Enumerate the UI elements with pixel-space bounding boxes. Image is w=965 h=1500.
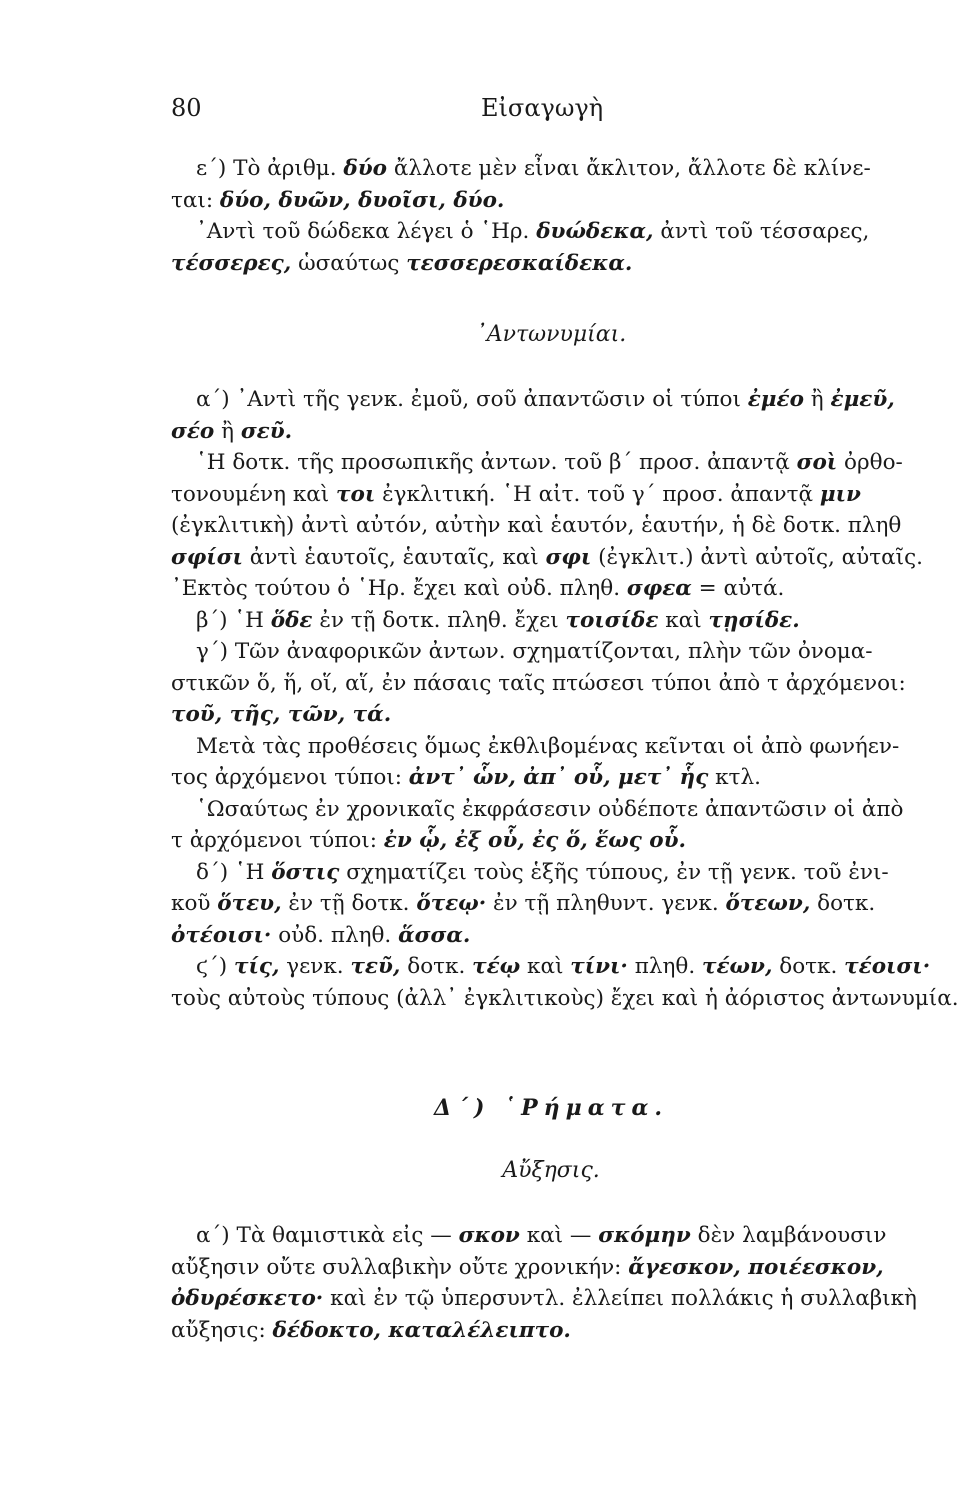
- text-line: ε΄) Τὸ ἀριθμ. δύο ἄλλοτε μὲν εἶναι ἄκλιτον, ἄλλοτε δὲ κλίνε-: [196, 156, 871, 181]
- text-line: ῾Η δοτκ. τῆς προσωπικῆς ἀντων. τοῦ β΄ προσ. ἀπαντᾷ σοὶ ὀρθο-: [196, 450, 903, 475]
- text-line: αὔξησιν οὔτε συλλαβικὴν οὔτε χρονικήν: ἄγεσκον, ποιέεσκον,: [171, 1254, 884, 1280]
- text-line: στικῶν ὅ, ἥ, οἵ, αἵ, ἐν πάσαις ταῖς πτώσεσι τύποι ἀπὸ τ ἀρχόμενοι:: [171, 670, 906, 696]
- text-line: αὔξησις: δέδοκτο, καταλέλειπτο.: [171, 1317, 571, 1343]
- section-pronouns: [171, 384, 959, 1014]
- text-line: ὀδυρέσκετο· καὶ ἐν τῷ ὑπερσυντλ. ἐλλείπει πολλάκις ἡ συλλαβικὴ: [171, 1286, 917, 1311]
- text-line: τοῦ, τῆς, τῶν, τά.: [171, 702, 392, 727]
- text-line: τοὺς αὐτοὺς τύπους (ἀλλ᾿ ἐγκλιτικοὺς) ἔχει καὶ ἡ ἀόριστος ἀντωνυμία.: [171, 985, 959, 1011]
- text-line: ται: δύο, δυῶν, δυοῖσι, δύο.: [171, 187, 505, 213]
- page-number: 80: [171, 94, 202, 122]
- heading-augment: Αὔξησις.: [502, 1158, 600, 1183]
- text-line: τονουμένη καὶ τοι ἐγκλιτική. ῾Η αἰτ. τοῦ γ΄ προσ. ἀπαντᾷ μιν: [171, 481, 861, 507]
- text-line: ϛ΄) τίς, γενκ. τεῦ, δοτκ. τέῳ καὶ τίνι· πληθ. τέων, δοτκ. τέοισι·: [196, 954, 931, 979]
- running-head: Εἰσαγωγὴ: [481, 94, 604, 122]
- text-line: γ΄) Τῶν ἀναφορικῶν ἀντων. σχηματίζονται, πλὴν τῶν ὀνομα-: [196, 639, 873, 664]
- text-line: α΄) Τὰ θαμιστικὰ εἰς — σκον καὶ — σκόμην δὲν λαμβάνουσιν: [196, 1223, 887, 1248]
- text-line: Μετὰ τὰς προθέσεις ὅμως ἐκθλιβομένας κεῖνται οἱ ἀπὸ φωνήεν-: [196, 733, 900, 759]
- text-line: ὀτέοισι· οὐδ. πληθ. ἅσσα.: [171, 922, 471, 948]
- text-line: δ΄) ῾Η ὅστις σχηματίζει τοὺς ἑξῆς τύπους, ἐν τῇ γενκ. τοῦ ἐνι-: [196, 859, 889, 885]
- text-line: ᾿Αντὶ τοῦ δώδεκα λέγει ὁ ῾Ηρ. δυώδεκα, ἀντὶ τοῦ τέσσαρες,: [196, 219, 870, 244]
- text-line: σέο ἢ σεῦ.: [171, 418, 293, 444]
- section-numerals: [171, 153, 931, 279]
- text-line: (ἐγκλιτικὴ) ἀντὶ αὐτόν, αὐτὴν καὶ ἑαυτόν, ἑαυτήν, ἡ δὲ δοτκ. πληθ: [171, 513, 902, 538]
- text-line: σφίσι ἀντὶ ἑαυτοῖς, ἑαυταῖς, καὶ σφι (ἐγκλιτ.) ἀντὶ αὐτοῖς, αὐταῖς.: [171, 544, 923, 570]
- heading-pronouns: ᾿Αντωνυμίαι.: [475, 322, 627, 347]
- text-line: τ ἀρχόμενοι τύποι: ἐν ᾧ, ἐξ οὗ, ἐς ὅ, ἕως οὗ.: [171, 828, 687, 853]
- section-augment: [171, 1220, 931, 1346]
- text-line: κοῦ ὅτευ, ἐν τῇ δοτκ. ὅτεῳ· ἐν τῇ πληθυντ. γενκ. ὅτεων, δοτκ.: [171, 891, 876, 916]
- page-header: [171, 94, 891, 128]
- text-line: τέσσερες, ὡσαύτως τεσσερεσκαίδεκα.: [171, 250, 633, 276]
- text-line: ᾿Εκτὸς τούτου ὁ ῾Ηρ. ἔχει καὶ οὐδ. πληθ. σφεα = αὐτά.: [171, 576, 785, 601]
- text-line: ῾Ωσαύτως ἐν χρονικαῖς ἐκφράσεσιν οὐδέποτε ἀπαντῶσιν οἱ ἀπὸ: [196, 796, 904, 822]
- heading-verbs: Δ΄) ῾Ρήματα.: [433, 1095, 669, 1121]
- text-line: τος ἀρχόμενοι τύποι: ἀντ᾿ ὧν, ἀπ᾿ οὗ, μετ᾿ ἧς κτλ.: [171, 765, 761, 790]
- text-line: α΄) ᾿Αντὶ τῆς γενκ. ἐμοῦ, σοῦ ἀπαντῶσιν οἱ τύποι ἐμέο ἢ ἐμεῦ,: [196, 387, 895, 412]
- text-line: β΄) ῾Η ὅδε ἐν τῇ δοτκ. πληθ. ἔχει τοισίδε καὶ τῃσίδε.: [196, 607, 800, 633]
